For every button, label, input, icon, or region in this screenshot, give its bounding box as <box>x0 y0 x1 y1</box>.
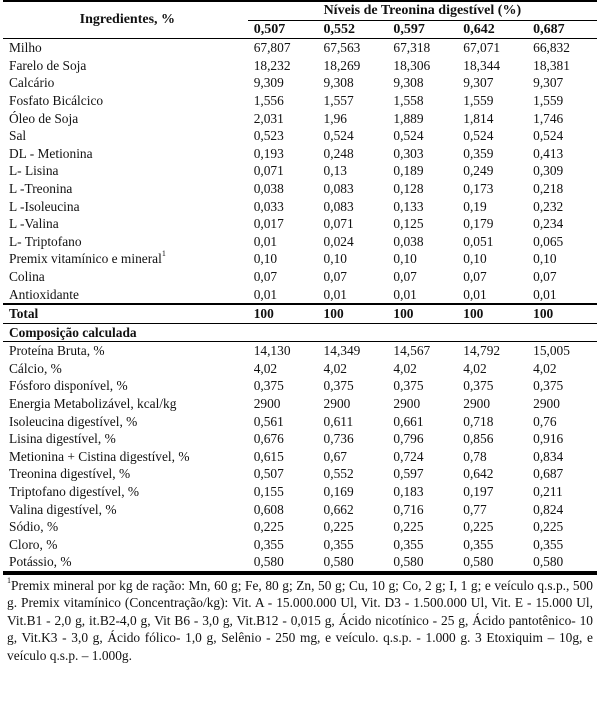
composition-row-value: 0,375 <box>533 378 564 394</box>
ingredient-row-value: 9,308 <box>393 75 424 91</box>
ingredient-row-name: DL - Metionina <box>9 145 93 161</box>
total-value: 100 <box>463 306 484 322</box>
composition-row-value: 0,375 <box>463 378 494 394</box>
composition-row-label <box>3 536 248 554</box>
composition-row <box>3 553 597 572</box>
ingredient-row-value: 0,413 <box>533 145 564 161</box>
composition-row-value: 14,349 <box>323 343 361 359</box>
composition-row-value: 0,580 <box>533 554 564 570</box>
ingredient-row-value: 0,07 <box>393 268 417 284</box>
composition-row-value: 0,225 <box>323 519 354 535</box>
composition-row <box>3 448 597 466</box>
ingredient-row-value: 67,807 <box>253 40 291 56</box>
ingredient-row-label <box>3 39 248 57</box>
composition-row-value: 0,834 <box>533 448 564 464</box>
table-header <box>3 1 597 39</box>
ingredient-row-value: 0,523 <box>253 128 284 144</box>
ingredient-row-value: 0,083 <box>323 198 354 214</box>
ingredient-row-label <box>3 268 248 286</box>
ingredient-row-value: 66,832 <box>533 40 570 56</box>
ingredient-row-value: 0,173 <box>463 180 494 196</box>
ingredient-row-name: Antioxidante <box>9 286 79 302</box>
composition-title-row <box>3 323 597 342</box>
ingredient-row-value: 0,051 <box>463 233 494 249</box>
diet-table-container <box>3 0 597 664</box>
composition-row-label <box>3 342 248 360</box>
composition-row-value: 2900 <box>463 396 491 412</box>
ingredient-row-value: 0,303 <box>393 145 424 161</box>
composition-row-label <box>3 518 248 536</box>
ingredient-row-value: 0,19 <box>463 198 487 214</box>
ingredient-row-value: 1,814 <box>463 110 494 126</box>
ingredient-row <box>3 286 597 305</box>
composition-row-value: 14,792 <box>463 343 501 359</box>
ingredient-row-value: 0,083 <box>323 180 354 196</box>
ingredient-row-value: 0,024 <box>323 233 354 249</box>
composition-row-value: 0,225 <box>533 519 564 535</box>
level-header: 0,507 <box>253 21 286 37</box>
ingredient-row-value: 0,038 <box>253 180 284 196</box>
composition-row-name: Sódio, % <box>9 519 59 535</box>
composition-row-label <box>3 465 248 483</box>
composition-row-value: 0,76 <box>533 413 557 429</box>
footnote-reference: 1 <box>161 249 166 259</box>
ingredient-row-value: 0,033 <box>253 198 284 214</box>
ingredient-row-label <box>3 74 248 92</box>
ingredient-row <box>3 74 597 92</box>
composition-row-name: Cálcio, % <box>9 360 62 376</box>
ingredients-column-header: Ingredientes, % <box>79 12 176 28</box>
composition-row-value: 0,561 <box>253 413 284 429</box>
composition-row-value: 0,375 <box>323 378 354 394</box>
ingredient-row-value: 0,01 <box>253 233 278 249</box>
ingredient-row-value: 0,524 <box>463 128 494 144</box>
composition-row-value: 0,580 <box>393 554 424 570</box>
composition-row-label <box>3 448 248 466</box>
ingredient-row-value: 1,556 <box>253 92 284 108</box>
ingredient-row-value: 0,10 <box>323 251 347 267</box>
composition-row-value: 0,197 <box>463 484 494 500</box>
ingredient-row-name: L -Treonina <box>9 180 73 196</box>
composition-row-value: 0,552 <box>323 466 354 482</box>
composition-row-value: 0,597 <box>393 466 424 482</box>
composition-row-value: 0,615 <box>253 448 284 464</box>
composition-row-value: 0,169 <box>323 484 354 500</box>
composition-row-value: 0,183 <box>393 484 424 500</box>
composition-row-value: 0,608 <box>253 501 284 517</box>
ingredient-row-value: 9,307 <box>463 75 494 91</box>
composition-row-name: Lisina digestível, % <box>9 431 116 447</box>
ingredient-row-value: 0,359 <box>463 145 494 161</box>
composition-row-value: 14,567 <box>393 343 431 359</box>
ingredient-row-value: 67,318 <box>393 40 431 56</box>
composition-row-label <box>3 395 248 413</box>
ingredient-row-value: 1,889 <box>393 110 424 126</box>
composition-row-value: 0,724 <box>393 448 424 464</box>
ingredient-row-name: Calcário <box>9 75 55 91</box>
ingredient-row-name: Farelo de Soja <box>9 57 87 73</box>
composition-row-name: Treonina digestível, % <box>9 466 131 482</box>
ingredient-row-value: 18,344 <box>463 57 501 73</box>
composition-row-value: 0,796 <box>393 431 424 447</box>
composition-row-value: 0,225 <box>253 519 284 535</box>
ingredient-row-value: 1,557 <box>323 92 354 108</box>
composition-row-value: 2900 <box>533 396 560 412</box>
composition-row-value: 4,02 <box>533 360 557 376</box>
ingredient-row <box>3 57 597 75</box>
ingredient-row-name: Premix vitamínico e mineral <box>9 251 162 267</box>
composition-row <box>3 518 597 536</box>
total-label: Total <box>9 306 39 322</box>
composition-row-value: 14,130 <box>253 343 291 359</box>
composition-row-value: 0,507 <box>253 466 284 482</box>
composition-row <box>3 430 597 448</box>
ingredient-row-value: 0,01 <box>533 286 557 302</box>
ingredient-row-value: 0,133 <box>393 198 424 214</box>
ingredient-row-value: 2,031 <box>253 110 284 126</box>
composition-row <box>3 465 597 483</box>
composition-row-label <box>3 483 248 501</box>
ingredient-row <box>3 162 597 180</box>
composition-row-value: 0,662 <box>323 501 354 517</box>
ingredient-row-value: 0,189 <box>393 163 424 179</box>
ingredient-row-label <box>3 145 248 163</box>
ingredient-row-label <box>3 162 248 180</box>
ingredient-row <box>3 215 597 233</box>
ingredient-row-value: 0,10 <box>393 251 417 267</box>
ingredient-row-name: Sal <box>9 128 27 144</box>
ingredient-row-value: 9,307 <box>533 75 564 91</box>
composition-row-value: 4,02 <box>463 360 487 376</box>
composition-row <box>3 501 597 519</box>
footnote <box>3 573 597 664</box>
composition-row <box>3 413 597 431</box>
ingredient-row-value: 0,218 <box>533 180 564 196</box>
composition-row-label <box>3 377 248 395</box>
ingredient-row-name: L- Lisina <box>9 163 59 179</box>
level-header: 0,597 <box>393 21 425 37</box>
ingredient-row-label <box>3 215 248 233</box>
ingredient-row-name: L- Triptofano <box>9 233 82 249</box>
composition-row-value: 0,676 <box>253 431 284 447</box>
ingredient-row-value: 0,10 <box>533 251 557 267</box>
ingredient-row-name: Óleo de Soja <box>9 110 79 126</box>
ingredient-row-value: 0,01 <box>253 286 278 302</box>
ingredient-row-label <box>3 286 248 305</box>
composition-row-value: 2900 <box>253 396 281 412</box>
composition-row <box>3 395 597 413</box>
ingredient-row-value: 0,232 <box>533 198 564 214</box>
composition-row-value: 0,155 <box>253 484 284 500</box>
ingredient-row <box>3 233 597 251</box>
composition-row <box>3 342 597 360</box>
ingredient-row-value: 0,07 <box>533 268 557 284</box>
ingredient-row <box>3 250 597 268</box>
ingredient-row-value: 0,071 <box>253 163 284 179</box>
total-value: 100 <box>253 306 274 322</box>
ingredient-row-label <box>3 233 248 251</box>
composition-row-value: 0,355 <box>253 536 284 552</box>
ingredient-row <box>3 145 597 163</box>
composition-row-value: 2900 <box>393 396 421 412</box>
ingredient-row-value: 0,249 <box>463 163 494 179</box>
composition-row-label <box>3 553 248 572</box>
composition-row-value: 0,67 <box>323 448 347 464</box>
composition-row-value: 0,78 <box>463 448 487 464</box>
composition-row-value: 0,661 <box>393 413 424 429</box>
ingredient-row <box>3 127 597 145</box>
ingredient-row-value: 0,01 <box>393 286 417 302</box>
composition-row-name: Fósforo disponível, % <box>9 378 128 394</box>
threonine-levels-title: Níveis de Treonina digestível (%) <box>248 1 597 20</box>
ingredient-row-value: 0,038 <box>393 233 424 249</box>
ingredient-row-label <box>3 250 248 268</box>
total-value: 100 <box>323 306 344 322</box>
footnote-text: Premix mineral por kg de ração: Mn, 60 g; Fe, 80 g; Zn, 50 g; Cu, 10 g; Co, 2 g; I, 1 g; e veículo q.s.p., 500 g. Premix vitamínico (Concentração/kg): Vit. A - 15.000.000 Ul, Vit. D3 - 1.500.000 Ul, Vit. E - 15.000 Ul, Vit.B1 - 2,0 g, it.B2-4,0 g, Vit B6 - 3,0 g, Vit.B12 - 0,015 g, Ácido nicotínico - 25 g, Ácido pantotênico- 10 g, Vit.K3 - 3,0 g, Ácido fólico- 1,0 g, Selênio - 250 mg, e veículo. q.s.p. - 1.000 g. 3 Etoxiquim – 10g, e veículo q.s.p. – 1.000g. <box>7 578 593 663</box>
ingredient-row-value: 18,269 <box>323 57 361 73</box>
composition-row-name: Valina digestível, % <box>9 501 117 517</box>
composition-row-name: Isoleucina digestível, % <box>9 413 138 429</box>
ingredient-row <box>3 110 597 128</box>
composition-row-value: 0,211 <box>533 484 563 500</box>
ingredient-row-value: 0,193 <box>253 145 284 161</box>
ingredient-row-value: 0,524 <box>533 128 564 144</box>
ingredient-row-value: 0,524 <box>393 128 424 144</box>
level-header: 0,552 <box>323 21 356 37</box>
ingredient-row-value: 18,306 <box>393 57 431 73</box>
composition-row-label <box>3 413 248 431</box>
ingredient-row-name: L -Isoleucina <box>9 198 80 214</box>
composition-row-value: 0,824 <box>533 501 564 517</box>
composition-row-value: 0,580 <box>463 554 494 570</box>
composition-row-label <box>3 501 248 519</box>
ingredient-row-label <box>3 198 248 216</box>
composition-row-value: 0,355 <box>323 536 354 552</box>
composition-row-value: 0,687 <box>533 466 564 482</box>
ingredient-row-value: 9,309 <box>253 75 284 91</box>
composition-row-value: 0,642 <box>463 466 494 482</box>
ingredient-row-value: 18,232 <box>253 57 291 73</box>
ingredient-row-value: 0,10 <box>463 251 487 267</box>
ingredient-row-value: 0,125 <box>393 216 424 232</box>
ingredient-row-value: 1,559 <box>463 92 494 108</box>
footnote-marker: 1 <box>7 576 11 585</box>
composition-row-value: 0,355 <box>463 536 494 552</box>
ingredient-row-value: 1,558 <box>393 92 424 108</box>
composition-row <box>3 483 597 501</box>
ingredient-row-value: 0,128 <box>393 180 424 196</box>
ingredient-row-value: 0,017 <box>253 216 284 232</box>
composition-row-label <box>3 360 248 378</box>
composition-row-value: 15,005 <box>533 343 570 359</box>
level-header: 0,642 <box>463 21 495 37</box>
ingredient-row-name: Fosfato Bicálcico <box>9 92 104 108</box>
ingredient-row-value: 0,309 <box>533 163 564 179</box>
ingredient-row-value: 0,071 <box>323 216 354 232</box>
ingredient-row-value: 18,381 <box>533 57 570 73</box>
ingredients-section <box>3 39 597 304</box>
composition-row-value: 0,375 <box>253 378 284 394</box>
ingredient-row-label <box>3 180 248 198</box>
ingredient-row-value: 0,524 <box>323 128 354 144</box>
composition-row-name: Metionina + Cistina digestível, % <box>9 448 190 464</box>
composition-row-value: 0,580 <box>253 554 284 570</box>
ingredient-row-label <box>3 110 248 128</box>
composition-row-value: 0,355 <box>393 536 424 552</box>
ingredient-row-value: 9,308 <box>323 75 354 91</box>
ingredient-row-value: 1,96 <box>323 110 347 126</box>
composition-row-value: 0,916 <box>533 431 564 447</box>
ingredient-row-label <box>3 92 248 110</box>
ingredient-row-value: 0,248 <box>323 145 354 161</box>
ingredient-row-name: Milho <box>9 40 42 56</box>
composition-row-name: Potássio, % <box>9 554 72 570</box>
composition-row-value: 0,77 <box>463 501 487 517</box>
ingredient-row-value: 0,234 <box>533 216 564 232</box>
ingredient-row-value: 0,10 <box>253 251 278 267</box>
composition-row-value: 0,611 <box>323 413 354 429</box>
total-value: 100 <box>393 306 414 322</box>
composition-row-value: 0,355 <box>533 536 564 552</box>
diet-composition-table <box>3 0 597 573</box>
composition-row-value: 0,375 <box>393 378 424 394</box>
composition-row-value: 0,225 <box>463 519 494 535</box>
composition-row <box>3 360 597 378</box>
composition-row-label <box>3 430 248 448</box>
ingredient-row-label <box>3 57 248 75</box>
composition-title: Composição calculada <box>9 324 137 340</box>
ingredient-row-value: 0,07 <box>463 268 487 284</box>
ingredient-row <box>3 39 597 57</box>
ingredient-row-label <box>3 127 248 145</box>
ingredient-row-name: Colina <box>9 268 45 284</box>
total-section <box>3 304 597 342</box>
composition-row <box>3 377 597 395</box>
composition-row-value: 0,580 <box>323 554 354 570</box>
composition-row-name: Energia Metabolizável, kcal/kg <box>9 396 177 412</box>
ingredient-row-value: 0,01 <box>463 286 487 302</box>
ingredient-row <box>3 92 597 110</box>
composition-row-value: 0,718 <box>463 413 494 429</box>
composition-row-value: 0,736 <box>323 431 354 447</box>
composition-row-value: 4,02 <box>323 360 347 376</box>
composition-row-name: Triptofano digestível, % <box>9 484 140 500</box>
ingredient-row-value: 1,559 <box>533 92 564 108</box>
composition-row-name: Proteína Bruta, % <box>9 343 105 359</box>
ingredient-row-name: L -Valina <box>9 216 59 232</box>
ingredient-row-value: 0,01 <box>323 286 347 302</box>
total-value: 100 <box>533 306 554 322</box>
ingredient-row-value: 0,13 <box>323 163 347 179</box>
composition-row-value: 0,716 <box>393 501 424 517</box>
ingredient-row <box>3 180 597 198</box>
composition-row-value: 2900 <box>323 396 351 412</box>
ingredient-row <box>3 268 597 286</box>
ingredient-row <box>3 198 597 216</box>
composition-section <box>3 342 597 572</box>
ingredient-row-value: 67,071 <box>463 40 501 56</box>
composition-row-name: Cloro, % <box>9 536 58 552</box>
composition-row-value: 0,225 <box>393 519 424 535</box>
ingredient-row-value: 0,065 <box>533 233 564 249</box>
ingredient-row-value: 0,07 <box>253 268 278 284</box>
composition-row <box>3 536 597 554</box>
composition-row-value: 4,02 <box>393 360 417 376</box>
total-row <box>3 304 597 323</box>
level-header: 0,687 <box>533 21 565 37</box>
ingredient-row-value: 67,563 <box>323 40 361 56</box>
ingredient-row-value: 1,746 <box>533 110 564 126</box>
composition-row-value: 4,02 <box>253 360 278 376</box>
ingredient-row-value: 0,179 <box>463 216 494 232</box>
ingredient-row-value: 0,07 <box>323 268 347 284</box>
composition-row-value: 0,856 <box>463 431 494 447</box>
